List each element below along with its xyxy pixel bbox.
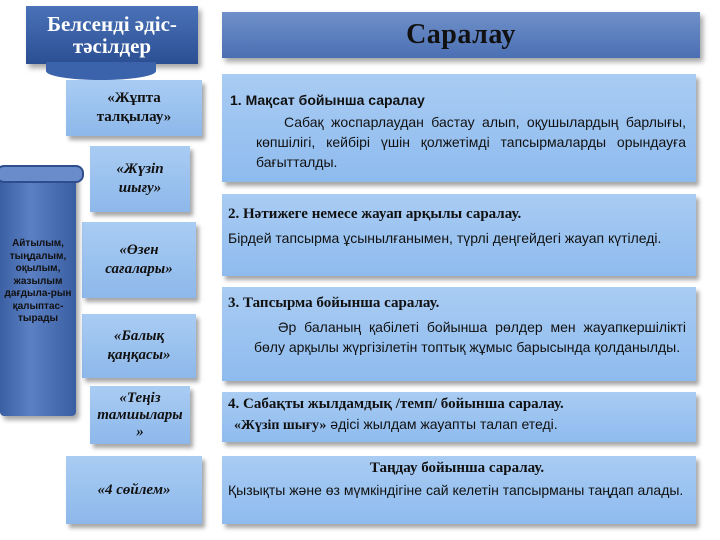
- differentiation-title: Саралау: [406, 19, 516, 50]
- differentiation-banner: [222, 12, 700, 58]
- item-body: Сабақ жоспарлаудан бастау алып, оқушылардың барлығы, көпшілігі, кейбірі үшін қолжетімді тапсырмаларды орындауға бағытталды.: [256, 114, 686, 170]
- item-title: 3. Тапсырма бойынша саралау.: [228, 295, 440, 311]
- method-box-four-sentences: [66, 456, 202, 524]
- differentiation-item-3: [222, 287, 696, 381]
- method-label: «Өзен сағалары»: [105, 242, 173, 277]
- item-title: 2. Нәтижеге немесе жауап арқылы саралау.: [228, 206, 522, 222]
- method-box-river-mouths: [82, 222, 196, 298]
- method-label: «Жұпта талқылау»: [96, 90, 172, 125]
- method-box-pair-discussion: [66, 80, 202, 136]
- method-label: «4 сөйлем»: [97, 481, 171, 498]
- item-body-text: әдісі жылдам жауапты талап етеді.: [326, 416, 558, 432]
- method-box-sea-drops: [90, 386, 190, 444]
- item-body: Бірдей тапсырма ұсынылғанымен, түрлі деңгейдегі жауап күтіледі.: [228, 230, 662, 246]
- item-body: Әр баланың қабілеті бойынша рөлдер мен жауапкершілікті бөлу арқылы жүргізілетін топтық жұмыс барысында қолданылды.: [254, 319, 686, 355]
- differentiation-item-5: [222, 456, 696, 524]
- skills-scroll: [0, 167, 76, 416]
- item-title: 4. Сабақты жылдамдық /темп/ бойынша саралау.: [228, 396, 564, 412]
- banner-tail: [46, 62, 156, 80]
- method-box-fishbone: [82, 314, 196, 378]
- method-label: «Балық қаңқасы»: [107, 328, 171, 363]
- method-reference: «Жүзіп шығу»: [234, 418, 327, 433]
- item-title: 1. Мақсат бойынша саралау: [230, 92, 425, 108]
- differentiation-item-4: [222, 392, 696, 442]
- item-body: Қызықты және өз мүмкіндігіне сай келетін тапсырманы таңдап алады.: [228, 482, 684, 498]
- differentiation-item-2: [222, 194, 696, 276]
- method-label: «Жүзіп шығу»: [116, 161, 164, 196]
- item-body: [228, 414, 686, 436]
- differentiation-item-1: [222, 74, 696, 182]
- scroll-curl: [0, 165, 84, 183]
- skills-scroll-text: Айтылым, тыңдалым, оқылым, жазылым дағдыла-рын қалыптас-тырады: [4, 238, 72, 324]
- method-box-swim-through: [90, 146, 190, 212]
- method-label: «Теңіз тамшылары »: [97, 389, 183, 440]
- methods-banner: [26, 6, 198, 64]
- methods-banner-title: Белсенді әдіс-тәсілдер: [47, 12, 177, 58]
- item-title: Таңдау бойынша саралау.: [369, 460, 545, 476]
